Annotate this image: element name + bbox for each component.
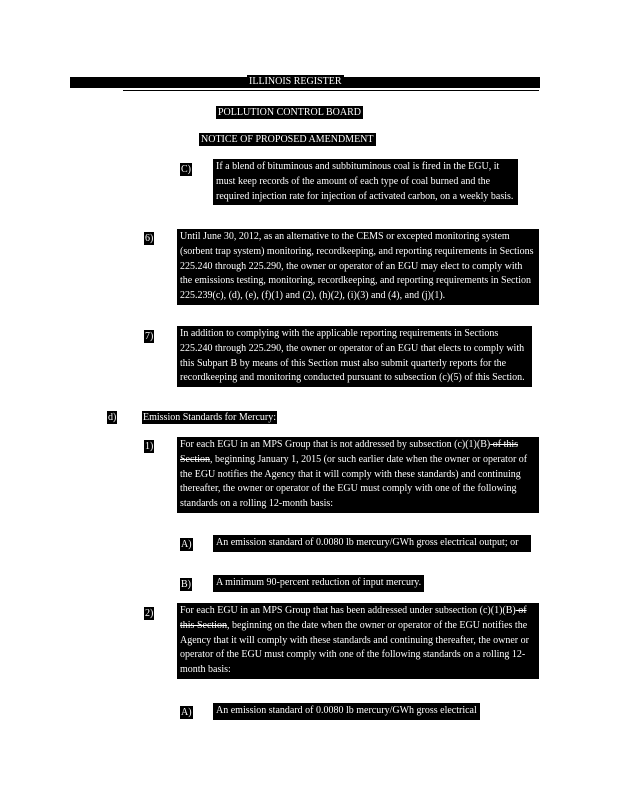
register-title: ILLINOIS REGISTER — [249, 76, 342, 87]
item-label-d1a: A) — [181, 539, 192, 550]
board-title: POLLUTION CONTROL BOARD — [218, 107, 361, 118]
paragraph-c: If a blend of bituminous and subbituminous coal is fired in the EGU, it must keep records of the amount of each type of coal burned and the required injection rate for injection of activated carbon, on a weekly basis. — [213, 159, 518, 205]
header-rule — [123, 90, 539, 91]
paragraph-7: In addition to complying with the applicable reporting requirements in Sections 225.240 through 225.290, the owner or operator of an EGU that elects to comply with this Subpart B by means of this Section must also submit quarterly reports for the recordkeeping and monitoring conducted pursuant to subsection (c)(5) of this Section. — [177, 326, 532, 387]
paragraph-d1-text-after: , beginning January 1, 2015 (or such earlier date when the owner or operator of the EGU notifies the Agency that it will comply with these standards) and continuing thereafter, the owner or operator of the EGU must comply with one of the following standards on a rolling 12-month basis: — [180, 453, 528, 510]
paragraph-d2 — [177, 603, 539, 679]
paragraph-d1-text-before: For each EGU in an MPS Group that is not addressed by subsection (c)(1)(B) — [180, 439, 491, 450]
notice-title: NOTICE OF PROPOSED AMENDMENT — [201, 134, 374, 145]
item-label-c: C) — [181, 164, 191, 175]
paragraph-d2-text-before: For each EGU in an MPS Group that has been addressed under subsection (c)(1)(B) — [180, 605, 516, 616]
section-heading-d: Emission Standards for Mercury: — [143, 412, 277, 423]
paragraph-d2-text-after: , beginning on the date when the owner or operator of the EGU notifies the Agency that it will comply with these standards and continuing thereafter, the owner or operator of the EGU must comply with one of the following standards on a rolling 12-month basis: — [180, 619, 529, 676]
paragraph-d1a: An emission standard of 0.0080 lb mercury/GWh gross electrical output; or — [213, 535, 531, 552]
item-label-d2: 2) — [145, 608, 154, 619]
item-label-6: 6) — [145, 233, 154, 244]
item-label-d1: 1) — [145, 441, 154, 452]
paragraph-d1 — [177, 437, 539, 513]
item-label-d1b: B) — [181, 579, 191, 590]
paragraph-d2a: An emission standard of 0.0080 lb mercury/GWh gross electrical — [213, 703, 480, 720]
item-label-d2a: A) — [181, 707, 192, 718]
paragraph-6: Until June 30, 2012, as an alternative to the CEMS or excepted monitoring system (sorbent trap system) monitoring, recordkeeping, and reporting requirements in Sections 225.240 through 225.290, the owner or operator of an EGU may elect to comply with the emissions testing, monitoring, recordkeeping, and reporting requirements in Section 225.239(c), (d), (e), (f)(1) and (2), (h)(2), (i)(3) and (4), and (j)(1). — [177, 229, 539, 305]
item-label-7: 7) — [145, 331, 154, 342]
paragraph-d1b: A minimum 90-percent reduction of input mercury. — [213, 575, 424, 592]
section-label-d: d) — [108, 412, 117, 423]
paragraph-d2-struck-text: of this Section — [180, 605, 527, 631]
paragraph-d1-struck-text: of this Section — [180, 439, 519, 465]
